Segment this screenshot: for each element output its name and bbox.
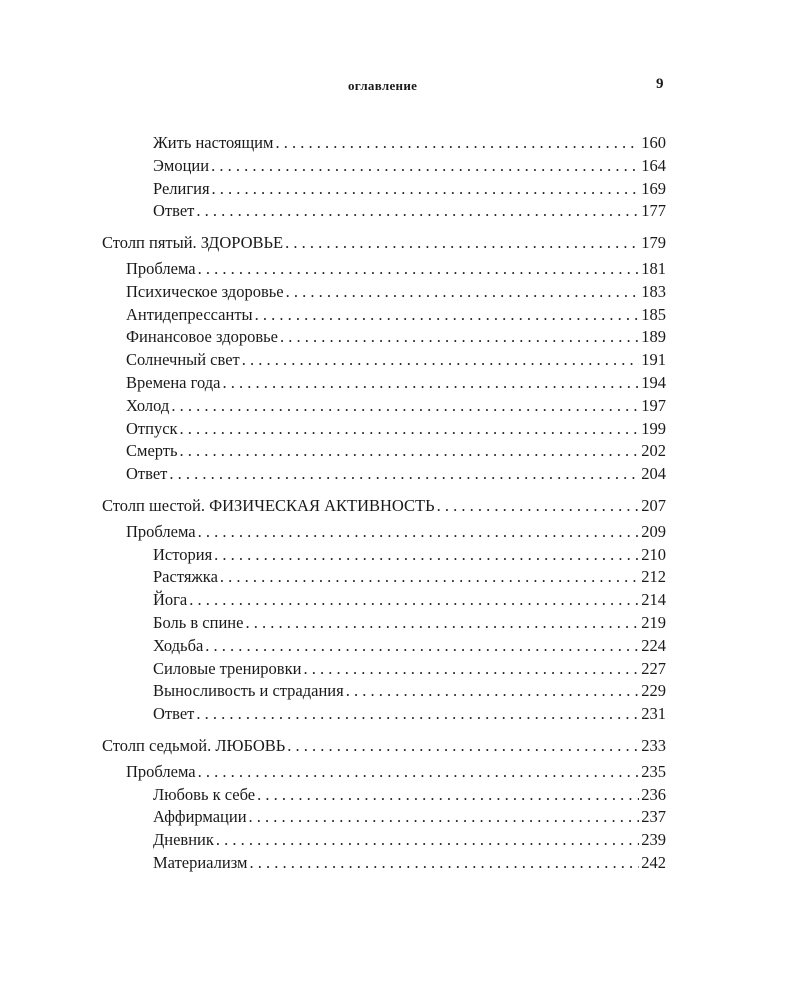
dot-leader (211, 155, 639, 178)
dot-leader (437, 495, 640, 518)
toc-entry[interactable] (102, 281, 666, 304)
dot-leader (222, 372, 639, 395)
toc-entry[interactable] (102, 463, 666, 486)
toc-entry-page: 169 (641, 178, 666, 198)
dot-leader (212, 178, 640, 201)
toc-entry[interactable] (102, 544, 666, 567)
toc-entry-page: 237 (641, 807, 666, 827)
toc-entry[interactable] (102, 521, 666, 544)
dot-leader (249, 806, 640, 829)
table-of-contents (102, 132, 666, 875)
toc-entry-page: 224 (641, 635, 666, 655)
dot-leader (198, 761, 640, 784)
dot-leader (198, 258, 640, 281)
dot-leader (196, 703, 639, 726)
toc-entry-page: 181 (641, 258, 666, 278)
running-head: оглавление (348, 78, 418, 93)
toc-entry-title: Холод (126, 395, 170, 415)
toc-entry-title: Растяжка (153, 567, 218, 587)
toc-entry[interactable] (102, 852, 666, 875)
toc-part-entry[interactable] (102, 735, 666, 758)
toc-entry-page: 183 (641, 281, 666, 301)
toc-entry-page: 164 (641, 155, 666, 175)
toc-entry-page: 197 (641, 395, 666, 415)
toc-entry-page: 160 (641, 133, 666, 152)
toc-entry[interactable] (102, 395, 666, 418)
dot-leader (171, 395, 639, 418)
toc-entry-title: Ответ (153, 201, 195, 221)
dot-leader (257, 784, 639, 807)
toc-entry-page: 194 (641, 372, 666, 392)
toc-entry-title: Проблема (126, 761, 196, 781)
dot-leader (180, 418, 640, 441)
dot-leader (196, 200, 639, 223)
toc-entry[interactable] (102, 635, 666, 658)
toc-entry-title: Любовь к себе (153, 784, 256, 804)
dot-leader (245, 612, 639, 635)
toc-entry[interactable] (102, 155, 666, 178)
dot-leader (286, 281, 640, 304)
toc-entry-title: Дневник (153, 830, 214, 850)
dot-leader (189, 589, 639, 612)
toc-entry-page: 210 (641, 544, 666, 564)
toc-entry-page: 233 (641, 735, 666, 755)
toc-entry-title: Отпуск (126, 418, 178, 438)
toc-entry-page: 207 (641, 495, 666, 515)
dot-leader (216, 829, 639, 852)
toc-entry[interactable] (102, 326, 666, 349)
toc-entry-title: Проблема (126, 521, 196, 541)
toc-entry[interactable] (102, 806, 666, 829)
toc-entry-title: Антидепрессанты (126, 304, 253, 324)
toc-entry[interactable] (102, 132, 666, 155)
toc-entry-page: 214 (641, 590, 666, 610)
toc-entry-page: 189 (641, 327, 666, 347)
toc-entry-title: Столп шестой. ФИЗИЧЕСКАЯ АКТИВНОСТЬ (102, 495, 435, 515)
toc-entry-title: Эмоции (153, 155, 210, 175)
toc-entry-page: 239 (641, 830, 666, 850)
toc-entry[interactable] (102, 418, 666, 441)
dot-leader (285, 232, 639, 255)
dot-leader (169, 463, 639, 486)
toc-entry[interactable] (102, 703, 666, 726)
toc-entry-title: Времена года (126, 372, 221, 392)
dot-leader (255, 304, 640, 327)
toc-entry-title: Ответ (153, 704, 195, 724)
dot-leader (287, 735, 639, 758)
dot-leader (346, 680, 640, 703)
dot-leader (280, 326, 639, 349)
toc-entry-page: 212 (641, 567, 666, 587)
toc-entry[interactable] (102, 612, 666, 635)
dot-leader (214, 544, 639, 567)
toc-entry-title: Религия (153, 178, 210, 198)
toc-entry-page: 179 (641, 233, 666, 253)
dot-leader (275, 132, 639, 155)
toc-entry[interactable] (102, 658, 666, 681)
toc-entry[interactable] (102, 372, 666, 395)
toc-entry-page: 202 (641, 441, 666, 461)
dot-leader (220, 566, 639, 589)
toc-entry-page: 191 (641, 350, 666, 370)
toc-part-entry[interactable] (102, 232, 666, 255)
toc-entry-title: Проблема (126, 258, 196, 278)
toc-entry-title: Столп седьмой. ЛЮБОВЬ (102, 735, 286, 755)
dot-leader (242, 349, 640, 372)
toc-entry[interactable] (102, 304, 666, 327)
toc-entry[interactable] (102, 784, 666, 807)
toc-entry[interactable] (102, 258, 666, 281)
dot-leader (205, 635, 639, 658)
toc-entry[interactable] (102, 589, 666, 612)
toc-entry[interactable] (102, 200, 666, 223)
toc-entry[interactable] (102, 349, 666, 372)
dot-leader (303, 658, 639, 681)
toc-entry[interactable] (102, 829, 666, 852)
toc-entry[interactable] (102, 566, 666, 589)
toc-entry-title: Ходьба (153, 635, 204, 655)
toc-entry-page: 242 (641, 852, 666, 872)
toc-entry-title: Жить настоящим (153, 133, 274, 152)
toc-entry-title: Аффирмации (153, 807, 247, 827)
toc-entry[interactable] (102, 761, 666, 784)
toc-entry-title: Финансовое здоровье (126, 327, 279, 347)
toc-entry-title: Солнечный свет (126, 350, 240, 370)
toc-entry-title: Боль в спине (153, 612, 244, 632)
toc-entry-title: История (153, 544, 213, 564)
toc-entry-page: 227 (641, 658, 666, 678)
toc-entry-page: 229 (641, 681, 666, 701)
toc-entry[interactable] (102, 178, 666, 201)
toc-entry-title: Смерть (126, 441, 178, 461)
dot-leader (180, 440, 640, 463)
toc-entry-title: Йога (153, 590, 188, 610)
toc-entry-title: Силовые тренировки (153, 658, 302, 678)
toc-entry-title: Ответ (126, 464, 168, 484)
toc-entry-page: 236 (641, 784, 666, 804)
toc-part-entry[interactable] (102, 495, 666, 518)
toc-entry-title: Столп пятый. ЗДОРОВЬЕ (102, 233, 284, 253)
toc-entry-page: 235 (641, 761, 666, 781)
toc-entry-title: Материализм (153, 852, 248, 872)
toc-entry[interactable] (102, 440, 666, 463)
toc-entry-page: 177 (641, 201, 666, 221)
page-number: 9 (656, 76, 664, 92)
dot-leader (249, 852, 639, 875)
toc-entry-title: Выносливость и страдания (153, 681, 344, 701)
toc-entry-page: 199 (641, 418, 666, 438)
toc-entry-page: 204 (641, 464, 666, 484)
toc-entry[interactable] (102, 680, 666, 703)
toc-entry-page: 185 (641, 304, 666, 324)
dot-leader (198, 521, 640, 544)
toc-entry-title: Психическое здоровье (126, 281, 284, 301)
toc-entry-page: 231 (641, 704, 666, 724)
toc-entry-page: 219 (641, 612, 666, 632)
toc-entry-page: 209 (641, 521, 666, 541)
